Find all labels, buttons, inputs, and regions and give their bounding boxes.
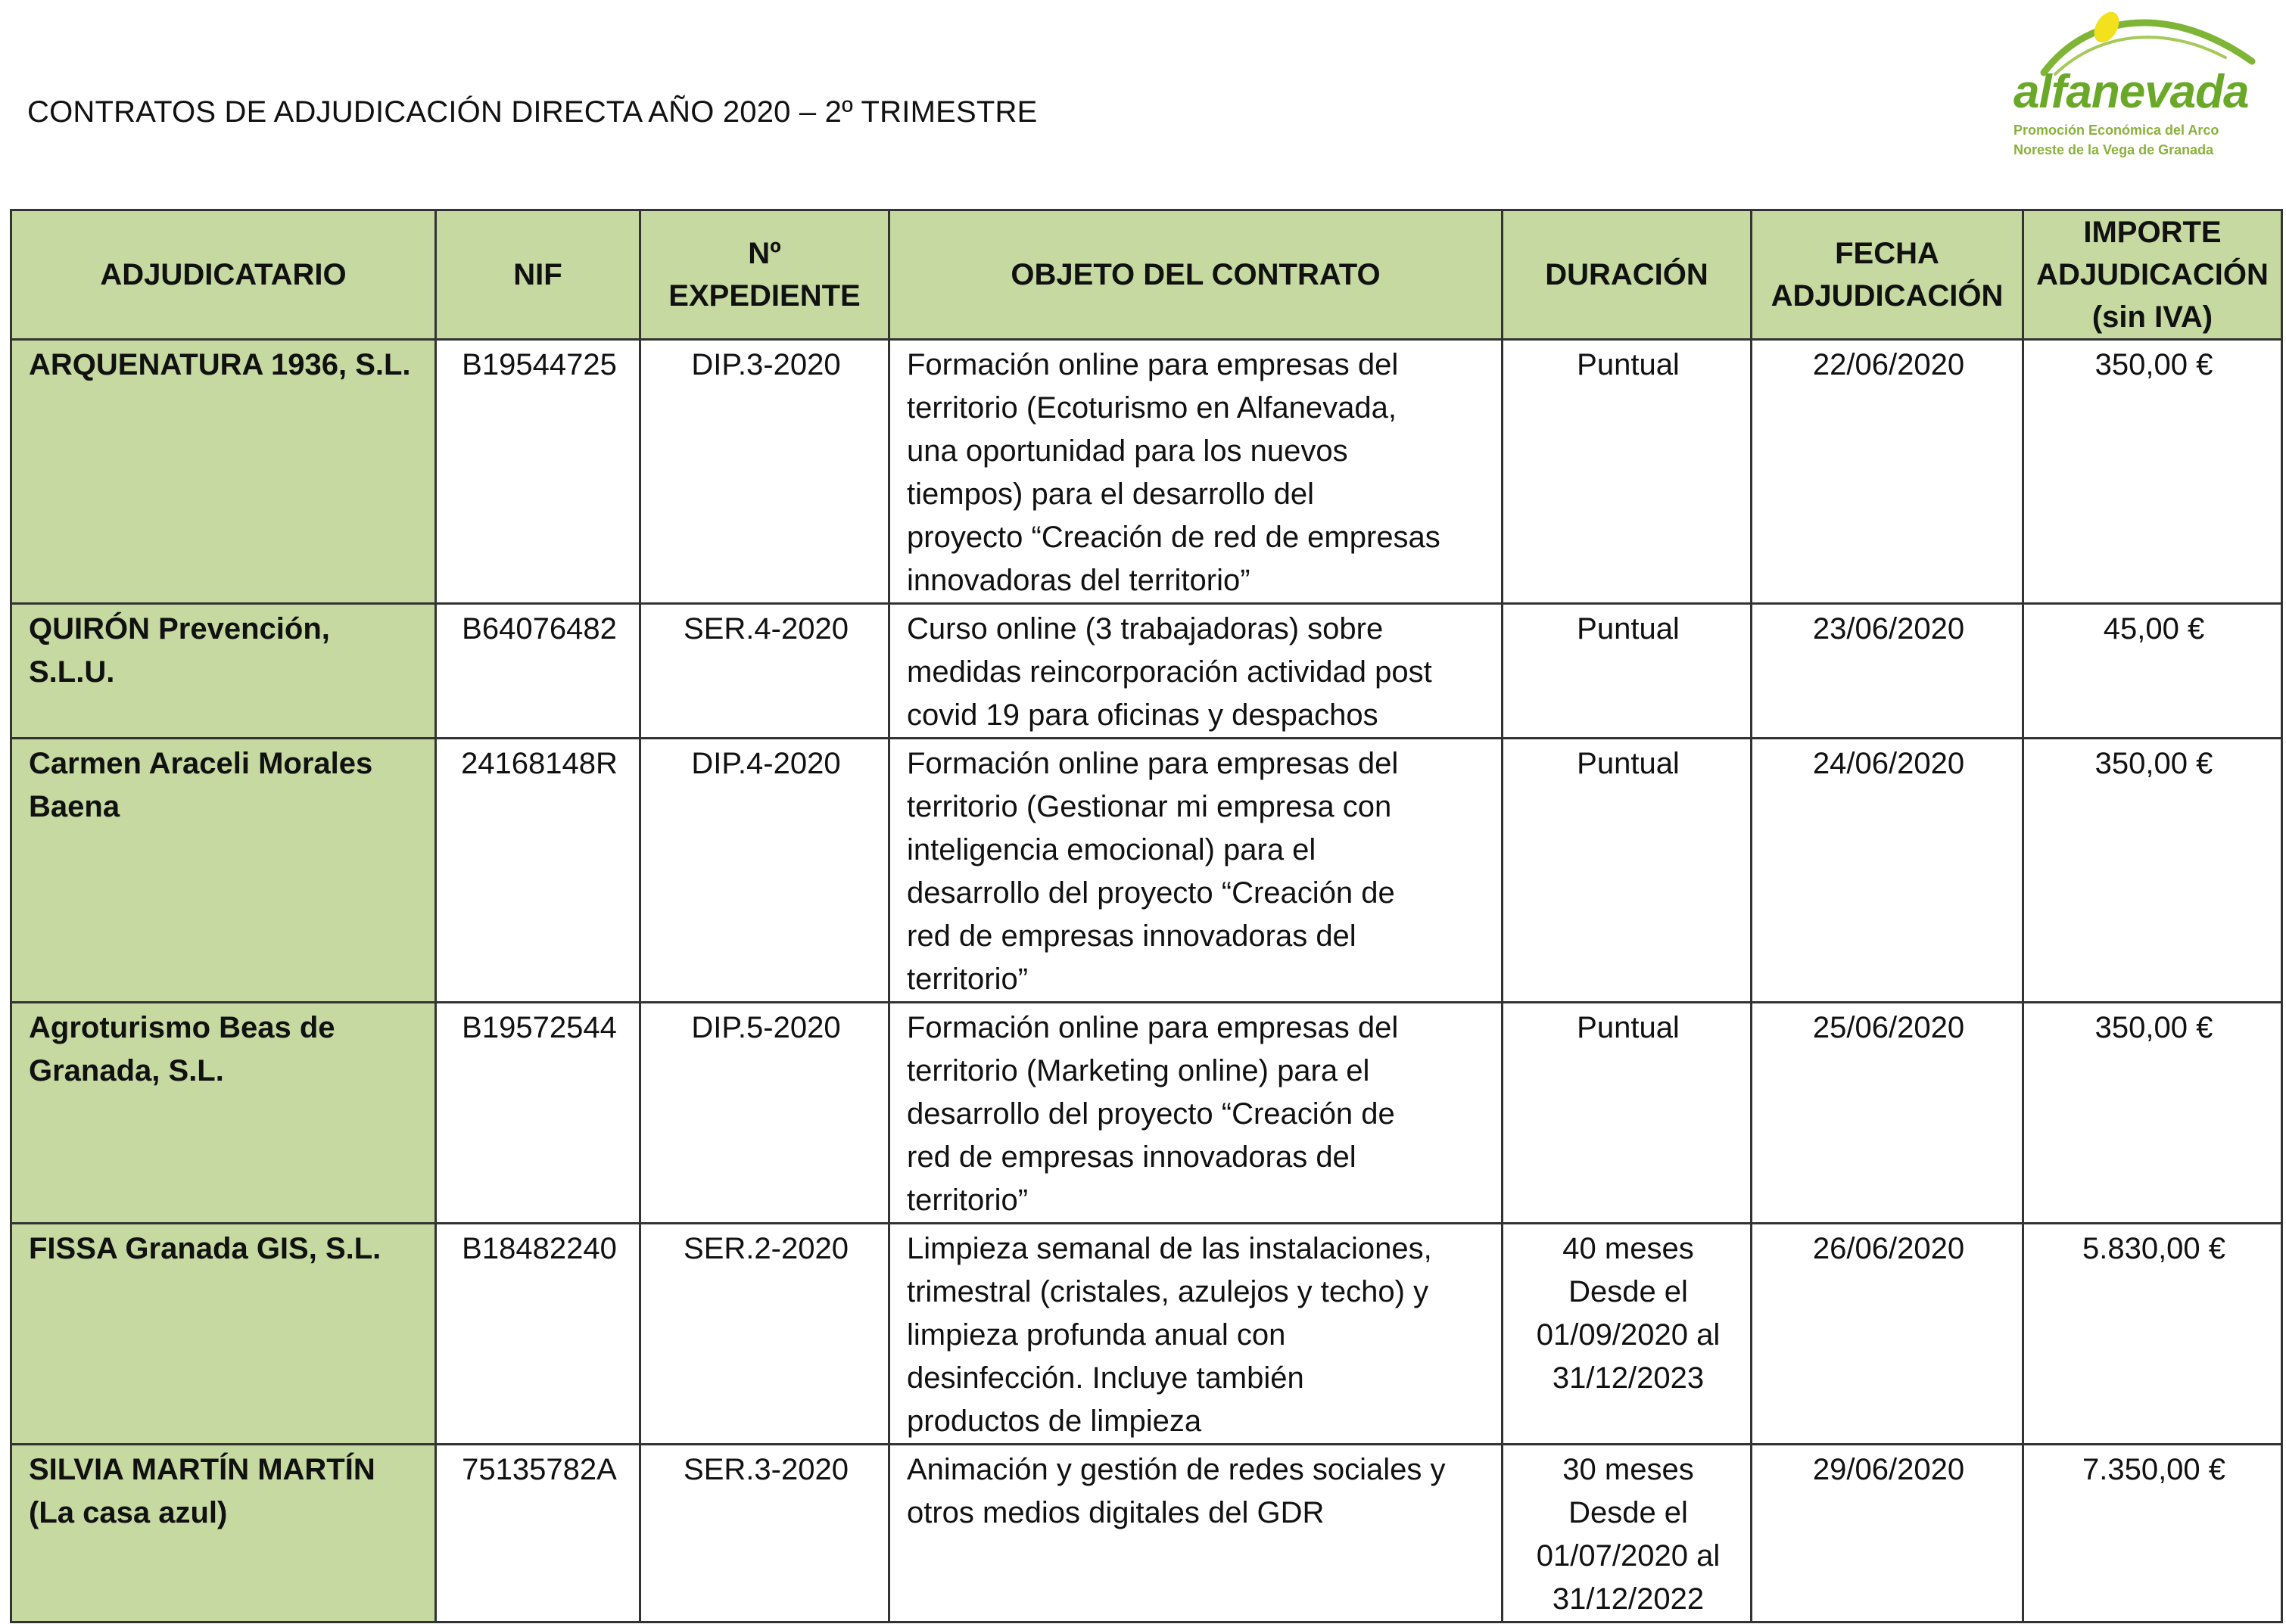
- duracion-cell: 40 meses Desde el 01/09/2020 al 31/12/2023: [1503, 1224, 1752, 1445]
- expediente-cell: DIP.3-2020: [640, 340, 889, 604]
- table-row: [11, 604, 2282, 739]
- nif-cell: B64076482: [436, 604, 640, 739]
- expediente-cell: SER.3-2020: [640, 1445, 889, 1622]
- expediente-cell: DIP.5-2020: [640, 1003, 889, 1224]
- duracion-cell: Puntual: [1503, 739, 1752, 1003]
- page-title: CONTRATOS DE ADJUDICACIÓN DIRECTA AÑO 2020 – 2º TRIMESTRE: [27, 95, 1038, 129]
- header-row: [11, 210, 2282, 340]
- objeto-cell: Animación y gestión de redes sociales y otros medios digitales del GDR: [889, 1445, 1503, 1622]
- fecha-cell: 22/06/2020: [1752, 340, 2023, 604]
- header-duracion: DURACIÓN: [1503, 210, 1752, 340]
- duracion-cell: Puntual: [1503, 340, 1752, 604]
- table-row: [11, 1445, 2282, 1622]
- header-adjudicatario: ADJUDICATARIO: [11, 210, 436, 340]
- importe-cell: 5.830,00 €: [2023, 1224, 2282, 1445]
- logo-tagline-1: Promoción Económica del Arco: [2013, 123, 2219, 138]
- alfanevada-logo: [1998, 5, 2263, 163]
- logo-tagline-2: Noreste de la Vega de Granada: [2013, 142, 2214, 157]
- table-row: [11, 340, 2282, 604]
- duracion-cell: 30 meses Desde el 01/07/2020 al 31/12/2022: [1503, 1445, 1752, 1622]
- header-importe: IMPORTE ADJUDICACIÓN (sin IVA): [2023, 210, 2282, 340]
- logo-wordmark: alfanevada: [2013, 66, 2249, 118]
- nif-cell: 24168148R: [436, 739, 640, 1003]
- importe-cell: 45,00 €: [2023, 604, 2282, 739]
- adjudicatario-cell: FISSA Granada GIS, S.L.: [11, 1224, 436, 1445]
- adjudicatario-cell: SILVIA MARTÍN MARTÍN (La casa azul): [11, 1445, 436, 1622]
- table-row: [11, 1224, 2282, 1445]
- header-fecha: FECHA ADJUDICACIÓN: [1752, 210, 2023, 340]
- objeto-cell: Formación online para empresas del territorio (Gestionar mi empresa con inteligencia emocional) para el desarrollo del proyecto “Creación de red de empresas innovadoras del territorio”: [889, 739, 1503, 1003]
- fecha-cell: 29/06/2020: [1752, 1445, 2023, 1622]
- objeto-cell: Limpieza semanal de las instalaciones, trimestral (cristales, azulejos y techo) y limpieza profunda anual con desinfección. Incluye también productos de limpieza: [889, 1224, 1503, 1445]
- table-row: [11, 739, 2282, 1003]
- importe-cell: 350,00 €: [2023, 739, 2282, 1003]
- nif-cell: 75135782A: [436, 1445, 640, 1622]
- nif-cell: B19544725: [436, 340, 640, 604]
- fecha-cell: 23/06/2020: [1752, 604, 2023, 739]
- duracion-cell: Puntual: [1503, 1003, 1752, 1224]
- header-nif: NIF: [436, 210, 640, 340]
- objeto-cell: Formación online para empresas del territorio (Ecoturismo en Alfanevada, una oportunidad para los nuevos tiempos) para el desarrollo del proyecto “Creación de red de empresas innovadoras del territorio”: [889, 340, 1503, 604]
- adjudicatario-cell: ARQUENATURA 1936, S.L.: [11, 340, 436, 604]
- adjudicatario-cell: Carmen Araceli Morales Baena: [11, 739, 436, 1003]
- fecha-cell: 26/06/2020: [1752, 1224, 2023, 1445]
- importe-cell: 7.350,00 €: [2023, 1445, 2282, 1622]
- objeto-cell: Formación online para empresas del territorio (Marketing online) para el desarrollo del proyecto “Creación de red de empresas innovadoras del territorio”: [889, 1003, 1503, 1224]
- nif-cell: B19572544: [436, 1003, 640, 1224]
- table-row: [11, 1003, 2282, 1224]
- nif-cell: B18482240: [436, 1224, 640, 1445]
- fecha-cell: 24/06/2020: [1752, 739, 2023, 1003]
- expediente-cell: DIP.4-2020: [640, 739, 889, 1003]
- fecha-cell: 25/06/2020: [1752, 1003, 2023, 1224]
- header-expediente: Nº EXPEDIENTE: [640, 210, 889, 340]
- expediente-cell: SER.2-2020: [640, 1224, 889, 1445]
- duracion-cell: Puntual: [1503, 604, 1752, 739]
- adjudicatario-cell: Agroturismo Beas de Granada, S.L.: [11, 1003, 436, 1224]
- expediente-cell: SER.4-2020: [640, 604, 889, 739]
- header-objeto: OBJETO DEL CONTRATO: [889, 210, 1503, 340]
- importe-cell: 350,00 €: [2023, 340, 2282, 604]
- objeto-cell: Curso online (3 trabajadoras) sobre medidas reincorporación actividad post covid 19 para oficinas y despachos: [889, 604, 1503, 739]
- importe-cell: 350,00 €: [2023, 1003, 2282, 1224]
- contracts-table: [10, 209, 2283, 1623]
- adjudicatario-cell: QUIRÓN Prevención, S.L.U.: [11, 604, 436, 739]
